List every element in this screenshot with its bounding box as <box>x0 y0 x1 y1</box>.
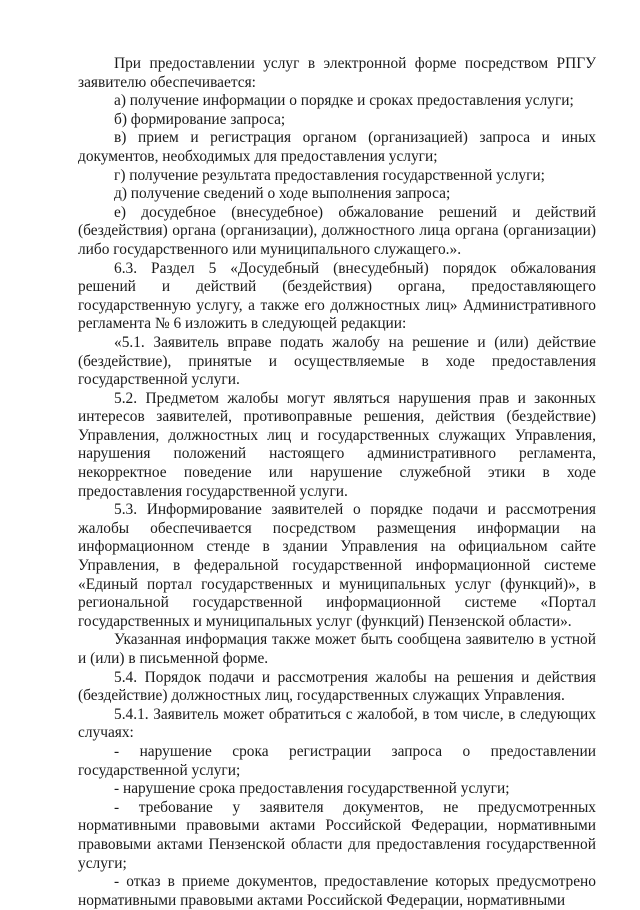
paragraph: «5.1. Заявитель вправе подать жалобу на решение и (или) действие (бездействие), принятые и осуществляемые в ходе предоставления государственной услуги. <box>78 333 596 389</box>
paragraph: а) получение информации о порядке и сроках предоставления услуги; <box>114 92 574 110</box>
paragraph: в) прием и регистрация органом (организацией) запроса и иных документов, необходимых для предоставления услуги; <box>78 129 596 165</box>
paragraph: При предоставлении услуг в электронной форме посредством РПГУ заявителю обеспечивается: <box>78 55 596 91</box>
paragraph: - нарушение срока предоставления государственной услуги; <box>114 780 510 798</box>
paragraph: 5.4. Порядок подачи и рассмотрения жалобы на решения и действия (бездействие) должностных лиц, государственных служащих Управления. <box>78 668 596 705</box>
paragraph: д) получение сведений о ходе выполнения запроса; <box>114 185 451 203</box>
paragraph: Указанная информация также может быть сообщена заявителю в устной и (или) в письменной форме. <box>78 631 596 667</box>
document-page <box>78 55 596 910</box>
paragraph: - требование у заявителя документов, не предусмотренных нормативными правовыми актами Российской Федерации, нормативными правовыми актами Пензенской области для предоставления государственной услуги; <box>78 798 596 872</box>
paragraph: - нарушение срока регистрации запроса о предоставлении государственной услуги; <box>78 742 596 779</box>
paragraph: 6.3. Раздел 5 «Досудебный (внесудебный) порядок обжалования решений и действий (бездействия) органа, предоставляющего государственную услугу, а также его должностных лиц» Административного регламента № 6 изложить в следующей редакции: <box>78 259 596 333</box>
paragraph: е) досудебное (внесудебное) обжалование решений и действий (бездействия) органа (организации), должностного лица органа (организации) либо государственного или муниципального служащего.». <box>78 203 596 258</box>
paragraph: г) получение результата предоставления государственной услуги; <box>114 166 545 184</box>
paragraph: б) формирование запроса; <box>114 110 286 128</box>
paragraph: - отказ в приеме документов, предоставление которых предусмотрено нормативными правовыми актами Российской Федерации, нормативными <box>78 873 596 909</box>
paragraph: 5.2. Предметом жалобы могут являться нарушения прав и законных интересов заявителей, противоправные решения, действия (бездействие) Управления, должностных лиц и государственных служащих Управления, нарушения положений настоящего административного регламента, некорректное поведение или нарушение служебной этики в ходе предоставления государственной услуги. <box>78 389 596 500</box>
paragraph: 5.3. Информирование заявителей о порядке подачи и рассмотрения жалобы обеспечивается посредством размещения информации на информационном стенде в здании Управления на официальном сайте Управления, в федеральной государственной информационной системе «Единый портал государственных и муниципальных услуг (функций)», в региональной государственной информационной системе «Портал государственных и муниципальных услуг (функций) Пензенской области». <box>78 501 596 630</box>
paragraph: 5.4.1. Заявитель может обратиться с жалобой, в том числе, в следующих случаях: <box>78 705 596 742</box>
